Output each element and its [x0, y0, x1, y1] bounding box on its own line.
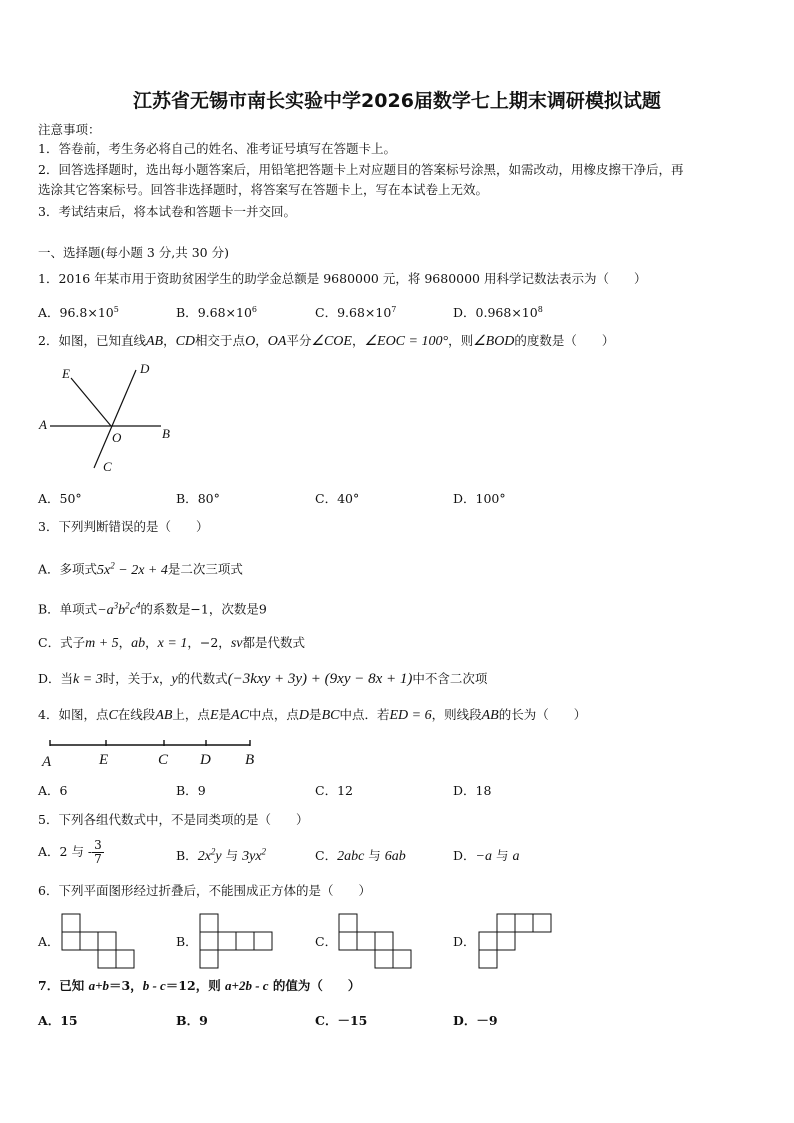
question-3-option-d[interactable]: D．当k = 3时，关于x，y的代数式(−3kxy + 3y) + (9xy − 8x + 1)中不含二次项: [38, 671, 488, 687]
question-2-option-c[interactable]: C．40°: [315, 491, 360, 506]
question-1-stem: 1．2016 年某市用于资助贫困学生的助学金总额是 9680000 元，将 9680000 用科学记数法表示为（ ）: [38, 271, 647, 286]
question-5-option-c[interactable]: C．2abc 与 6ab: [315, 848, 406, 864]
question-2-figure: [36, 358, 186, 478]
point-label-a: A: [39, 417, 47, 432]
question-7-option-b[interactable]: B．9: [176, 1013, 208, 1028]
question-2-option-a[interactable]: A．50°: [38, 491, 82, 506]
ray-oe: [71, 378, 111, 426]
question-1-option-d[interactable]: D．$0.968\times 10^8$: [453, 304, 543, 320]
point-label-c: C: [158, 752, 169, 768]
question-7-option-c[interactable]: C．－15: [315, 1013, 368, 1028]
question-4-option-a[interactable]: A．6: [38, 783, 68, 798]
notice-item: 选涂其它答案标号。回答非选择题时，将答案写在答题卡上，写在本试卷上无效。: [38, 182, 489, 197]
page-title: 江苏省无锡市南长实验中学2026届数学七上期末调研模拟试题: [133, 90, 661, 112]
question-5-option-a[interactable]: A．2 与 - $\frac{3}{7}$: [38, 838, 102, 866]
monomial: $-a^3b^2c^4$: [97, 600, 141, 618]
question-3-option-b[interactable]: B．单项式$-a^3b^2c^4$的系数是−1，次数是9: [38, 600, 267, 618]
question-1-option-a[interactable]: A．$96.8\times 10^5$: [38, 304, 119, 320]
question-5-option-b[interactable]: B．$2x^2y$ 与 $3yx^2$: [176, 846, 267, 864]
question-2-stem: 2．如图，已知直线AB，CD相交于点O，OA平分∠COE，∠EOC = 100°，则∠BOD的度数是（ ）: [38, 333, 615, 349]
point-label-b: B: [245, 752, 255, 768]
cube-net-c: [337, 912, 417, 970]
question-4-option-c[interactable]: C．12: [315, 783, 353, 798]
question-6-option-c[interactable]: C．: [315, 934, 338, 949]
point-label-c: C: [103, 459, 112, 474]
question-6-option-b[interactable]: B．: [176, 934, 198, 949]
question-5-option-d[interactable]: D．−a 与 a: [453, 848, 520, 864]
question-6-option-a[interactable]: A．: [38, 934, 60, 949]
question-4-figure: [36, 736, 266, 770]
section-heading: 一、选择题(每小题 3 分,共 30 分): [38, 245, 229, 260]
point-label-d: D: [200, 752, 211, 768]
question-2-option-b[interactable]: B．80°: [176, 491, 220, 506]
question-7-option-d[interactable]: D．－9: [453, 1013, 498, 1028]
polynomial: $5x^2 - 2x + 4$: [97, 560, 168, 578]
question-2-option-d[interactable]: D．100°: [453, 491, 506, 506]
question-4-stem: 4．如图，点C在线段AB上，点E是AC中点，点D是BC中点．若ED = 6，则线段AB的长为（ ）: [38, 707, 587, 723]
cube-net-d: [475, 912, 557, 970]
point-label-e: E: [99, 752, 109, 768]
question-3-option-a[interactable]: A．多项式$5x^2 - 2x + 4$是二次三项式: [38, 560, 243, 578]
question-1-option-c[interactable]: C．$9.68\times 10^7$: [315, 304, 397, 320]
question-7-stem: 7．已知 a+b＝3，b - c＝12，则 a+2b - c 的值为（ ）: [38, 978, 361, 993]
fraction: $\frac{3}{7}$: [94, 838, 102, 866]
question-5-stem: 5．下列各组代数式中，不是同类项的是（ ）: [38, 812, 309, 827]
question-4-option-d[interactable]: D．18: [453, 783, 492, 798]
question-4-option-b[interactable]: B．9: [176, 783, 206, 798]
question-3-option-c[interactable]: C．式子m + 5，ab，x = 1，−2，sv都是代数式: [38, 635, 305, 651]
point-label-b: B: [162, 426, 170, 441]
notice-item: 3．考试结束后，将本试卷和答题卡一并交回。: [38, 204, 296, 219]
point-label-d: D: [140, 361, 150, 376]
question-6-stem: 6．下列平面图形经过折叠后，不能围成正方体的是（ ）: [38, 883, 371, 898]
point-label-a: A: [42, 754, 52, 770]
cube-net-a: [60, 912, 140, 970]
notice-item: 1．答卷前，考生务必将自己的姓名、准考证号填写在答题卡上。: [38, 141, 396, 156]
point-label-e: E: [62, 366, 70, 381]
question-7-option-a[interactable]: A．15: [38, 1013, 78, 1028]
question-3-stem: 3．下列判断错误的是（ ）: [38, 519, 209, 534]
cube-net-b: [198, 912, 278, 970]
notice-heading: 注意事项：: [38, 122, 101, 137]
point-label-o: O: [112, 430, 122, 445]
question-1-option-b[interactable]: B．$9.68\times 10^6$: [176, 304, 257, 320]
line-cd: [94, 370, 136, 468]
question-6-option-d[interactable]: D．: [453, 934, 476, 949]
notice-item: 2．回答选择题时，选出每小题答案后，用铅笔把答题卡上对应题目的答案标号涂黑，如需改动，用橡皮擦干净后，再: [38, 162, 684, 177]
